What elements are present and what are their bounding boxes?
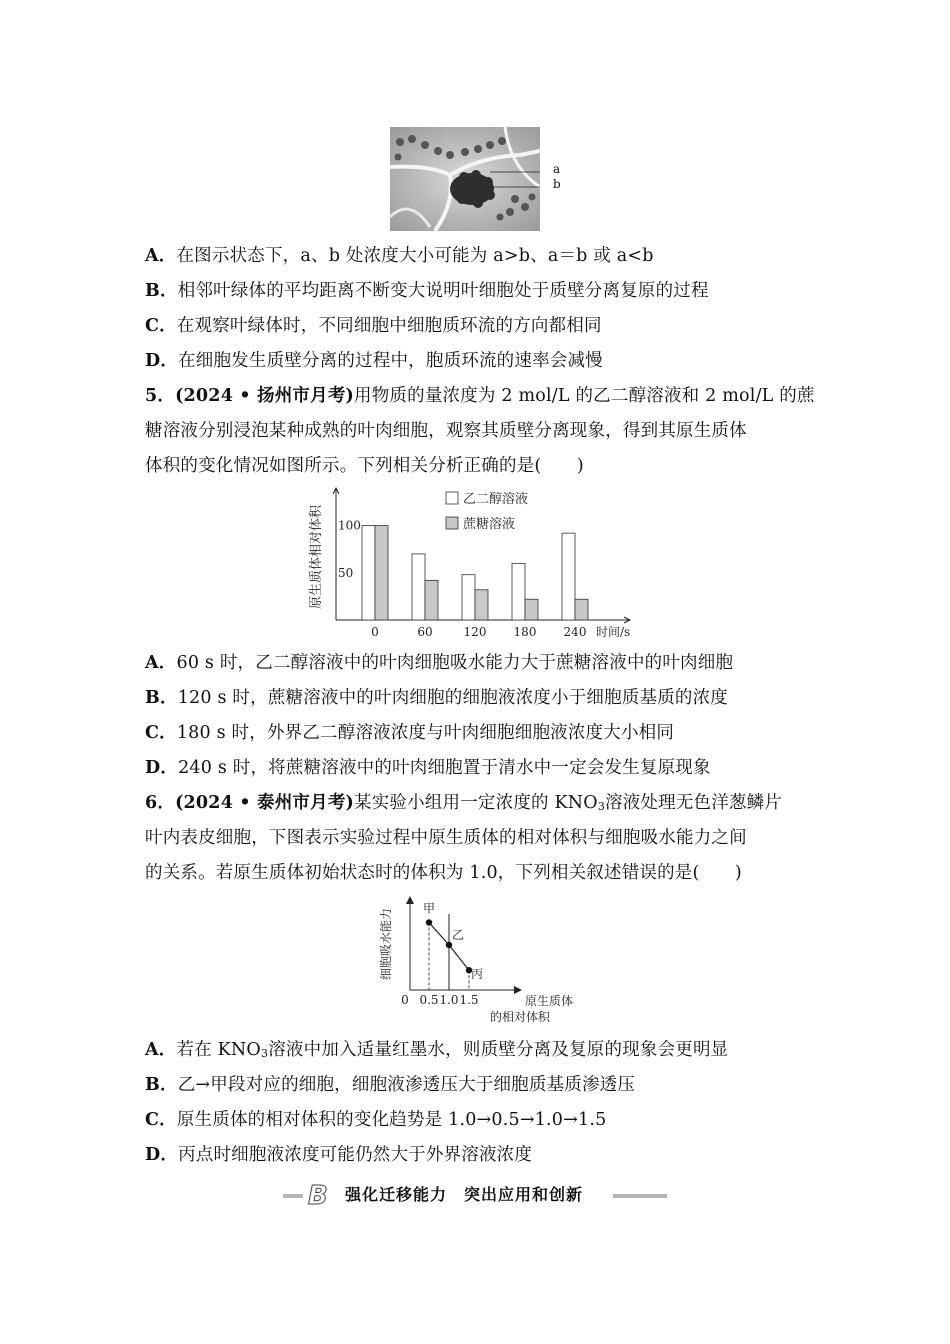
bar-chart [300, 482, 650, 642]
bar-sucrose [425, 580, 438, 620]
q5-option-c[interactable] [145, 721, 674, 745]
option-letter: D． [145, 1145, 179, 1165]
option-text: 丙点时细胞液浓度可能仍然大于外界溶液浓度 [178, 1145, 533, 1165]
x-tick-label: 180 [513, 625, 537, 639]
y-tick-label: 50 [338, 565, 354, 580]
option-letter: A． [145, 1040, 177, 1060]
banner-letter: B [308, 1181, 328, 1210]
q5-stem-line1 [145, 384, 815, 408]
x-tick-label: 0.5 [419, 993, 439, 1007]
x-tick-label: 240 [563, 625, 587, 639]
option-text: 120 s 时，蔗糖溶液中的叶肉细胞的细胞液浓度小于细胞质基质的浓度 [177, 688, 729, 708]
option-letter: A． [145, 653, 177, 673]
q5-stem-line3: 体积的变化情况如图所示。下列相关分析正确的是( ) [145, 456, 584, 476]
x-tick-label: 1.5 [459, 993, 479, 1007]
absorption-diagram [370, 892, 590, 1030]
subscript: 3 [597, 800, 606, 813]
q6-option-b[interactable] [145, 1073, 635, 1097]
q5-option-a[interactable] [145, 651, 733, 675]
option-text: 在观察叶绿体时，不同细胞中细胞质环流的方向都相同 [176, 316, 602, 336]
legend-label: 蔗糖溶液 [463, 517, 516, 532]
q5-option-b[interactable] [145, 686, 728, 710]
stem-text: 用物质的量浓度为 2 mol/L 的乙二醇溶液和 2 mol/L 的蔗 [354, 386, 815, 406]
origin-label: 0 [401, 993, 409, 1007]
option-letter: C． [145, 316, 177, 336]
question-source: (2024 • 扬州市月考) [175, 386, 355, 406]
q6-stem-line3: 的关系。若原生质体初始状态时的体积为 1.0，下列相关叙述错误的是( ) [145, 863, 742, 883]
option-letter: C． [145, 1110, 177, 1130]
option-letter: C． [145, 723, 177, 743]
y-tick-label: 100 [338, 518, 361, 533]
bar-ethylene-glycol [362, 526, 375, 620]
bar-sucrose [375, 526, 388, 620]
question-number: 5． [145, 386, 176, 406]
option-text: 在细胞发生质壁分离的过程中，胞质环流的速率会减慢 [178, 351, 603, 371]
option-text: 原生质体的相对体积的变化趋势是 1.0→0.5→1.0→1.5 [176, 1110, 607, 1130]
q4-option-c[interactable] [145, 314, 602, 338]
bar-ethylene-glycol [512, 563, 525, 620]
bar-sucrose [525, 599, 538, 620]
banner-title: 强化迁移能力 突出应用和创新 [345, 1185, 584, 1204]
bar-sucrose [575, 599, 588, 620]
point-label: 乙 [452, 928, 465, 942]
option-text: 在图示状态下，a、b 处浓度大小可能为 a>b、a＝b 或 a<b [176, 246, 654, 266]
option-text: 乙→甲段对应的细胞，细胞液渗透压大于细胞质基质渗透压 [177, 1075, 636, 1095]
option-text: 溶液中加入适量红墨水，则质壁分离及复原的现象会更明显 [268, 1040, 729, 1060]
legend-swatch [446, 517, 458, 529]
q5-option-d[interactable] [145, 756, 711, 780]
option-text: 相邻叶绿体的平均距离不断变大说明叶细胞处于质壁分离复原的过程 [177, 281, 709, 301]
option-letter: B． [145, 281, 178, 301]
option-letter: D． [145, 758, 179, 778]
q6-option-a[interactable] [145, 1038, 728, 1066]
data-point [426, 919, 432, 925]
x-axis-label-line2: 的相对体积 [489, 1010, 551, 1024]
bar-ethylene-glycol [412, 554, 425, 620]
option-letter: A． [145, 246, 177, 266]
y-axis-label: 细胞吸水能力 [379, 907, 393, 981]
point-label: 丙 [471, 967, 484, 982]
q4-option-b[interactable] [145, 279, 709, 303]
question-number: 6． [145, 793, 176, 813]
option-text: 若在 KNO [176, 1040, 261, 1060]
q6-stem-line2: 叶内表皮细胞，下图表示实验过程中原生质体的相对体积与细胞吸水能力之间 [145, 828, 747, 848]
x-tick-label: 0 [371, 625, 379, 639]
bar-sucrose [475, 590, 488, 620]
q6-stem-line1 [145, 791, 782, 819]
q6-option-d[interactable] [145, 1143, 532, 1167]
x-tick-label: 1.0 [439, 993, 459, 1007]
q4-option-a[interactable] [145, 244, 654, 268]
legend-label: 乙二醇溶液 [463, 492, 529, 507]
bar-ethylene-glycol [562, 533, 575, 620]
x-tick-label: 60 [417, 625, 433, 639]
option-text: 180 s 时，外界乙二醇溶液浓度与叶肉细胞细胞液浓度大小相同 [176, 723, 675, 743]
x-axis-label: 时间/s [596, 625, 631, 639]
legend-swatch [446, 492, 458, 504]
q6-option-c[interactable] [145, 1108, 606, 1132]
option-text: 240 s 时，将蔗糖溶液中的叶肉细胞置于清水中一定会发生复原现象 [178, 758, 711, 778]
subscript: 3 [260, 1047, 269, 1060]
q5-stem-line2: 糖溶液分别浸泡某种成熟的叶肉细胞，观察其质壁分离现象，得到其原生质体 [145, 421, 747, 441]
label-a: a [553, 162, 561, 176]
bar-ethylene-glycol [462, 575, 475, 620]
q4-option-d[interactable] [145, 349, 603, 373]
y-axis-label: 原生质体相对体积 [309, 504, 324, 610]
stem-text: 某实验小组用一定浓度的 KNO [354, 793, 598, 813]
option-letter: B． [145, 1075, 178, 1095]
data-point [446, 942, 452, 948]
option-letter: B． [145, 688, 178, 708]
option-text: 60 s 时，乙二醇溶液中的叶肉细胞吸水能力大于蔗糖溶液中的叶肉细胞 [176, 653, 734, 673]
x-tick-label: 120 [463, 625, 487, 639]
x-axis-label-line1: 原生质体 [525, 994, 574, 1008]
micrograph-image [390, 127, 540, 231]
point-label: 甲 [423, 901, 436, 916]
stem-text: 溶液处理无色洋葱鳞片 [605, 793, 783, 813]
question-source: (2024 • 泰州市月考) [175, 793, 355, 813]
option-letter: D． [145, 351, 179, 371]
label-b: b [553, 177, 561, 191]
